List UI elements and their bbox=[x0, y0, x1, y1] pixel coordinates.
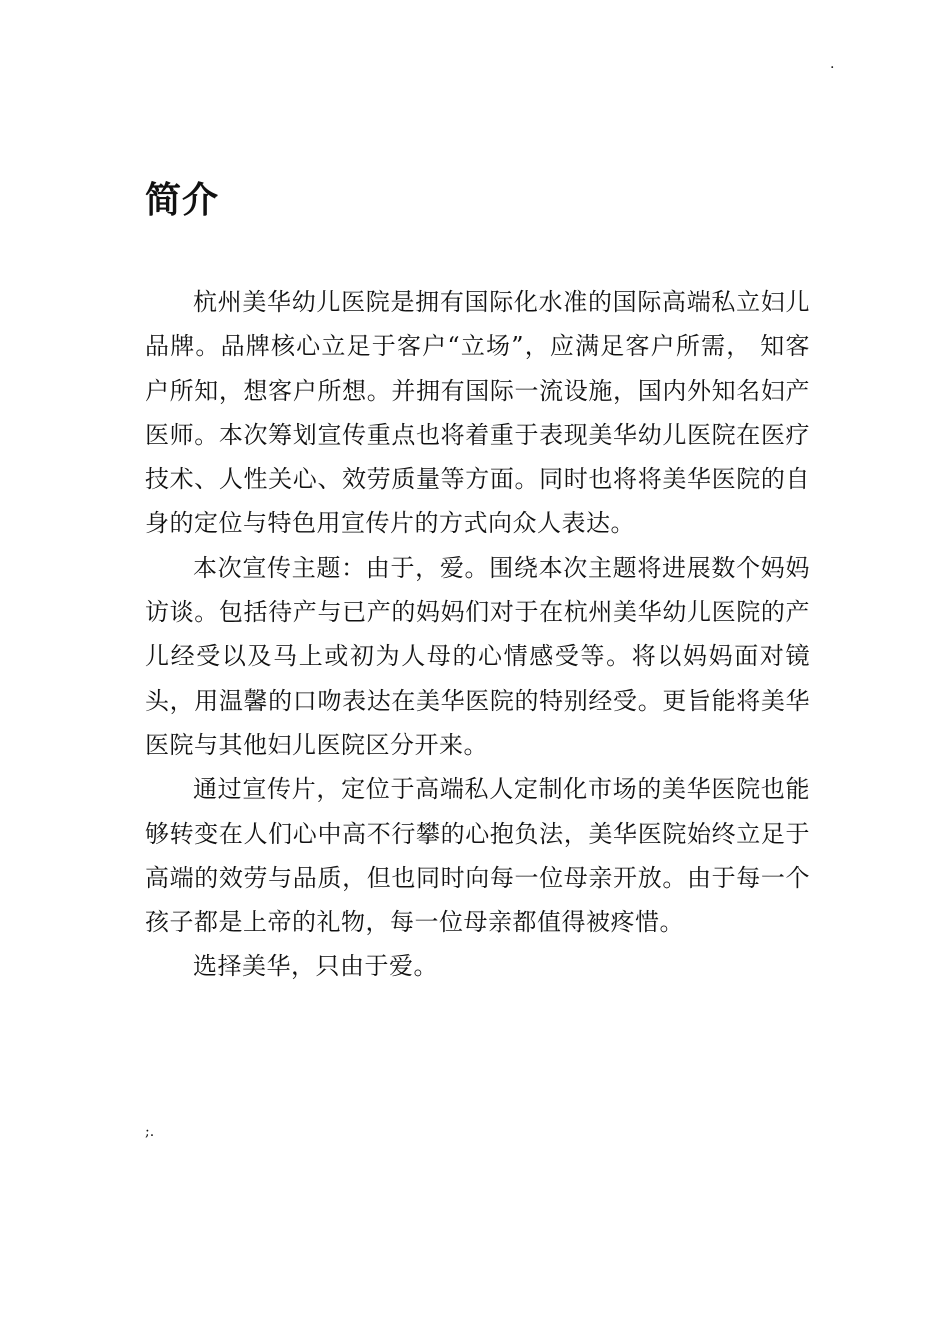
footer-mark: ;. bbox=[145, 1124, 155, 1140]
paragraph-theme: 本次宣传主题：由于，爱。围绕本次主题将进展数个妈妈访谈。包括待产与已产的妈妈们对于在杭州美华幼儿医院的产儿经受以及马上或初为人母的心情感受等。将以妈妈面对镜头，用温馨的口吻表达在美华医院的特别经受。更旨能将美华医院与其他妇儿医院区分开来。 bbox=[145, 553, 810, 759]
corner-mark: . bbox=[830, 56, 835, 72]
document-body bbox=[145, 280, 810, 989]
paragraph-intro: 杭州美华幼儿医院是拥有国际化水准的国际高端私立妇儿品牌。品牌核心立足于客户“立场”，应满足客户所需， 知客户所知，想客户所想。并拥有国际一流设施，国内外知名妇产医师。本次筹划宣传重点也将着重于表现美华幼儿医院在医疗技术、人性关心、效劳质量等方面。同时也将将美华医院的自身的定位与特色用宣传片的方式向众人表达。 bbox=[145, 288, 810, 538]
paragraph-slogan: 选择美华，只由于爱。 bbox=[193, 952, 438, 981]
paragraph-positioning: 通过宣传片，定位于高端私人定制化市场的美华医院也能够转变在人们心中高不行攀的心抱负法，美华医院始终立足于高端的效劳与品质，但也同时向每一位母亲开放。由于每一个孩子都是上帝的礼物，每一位母亲都值得被疼惜。 bbox=[145, 775, 810, 937]
page-title: 简介 bbox=[145, 179, 220, 221]
